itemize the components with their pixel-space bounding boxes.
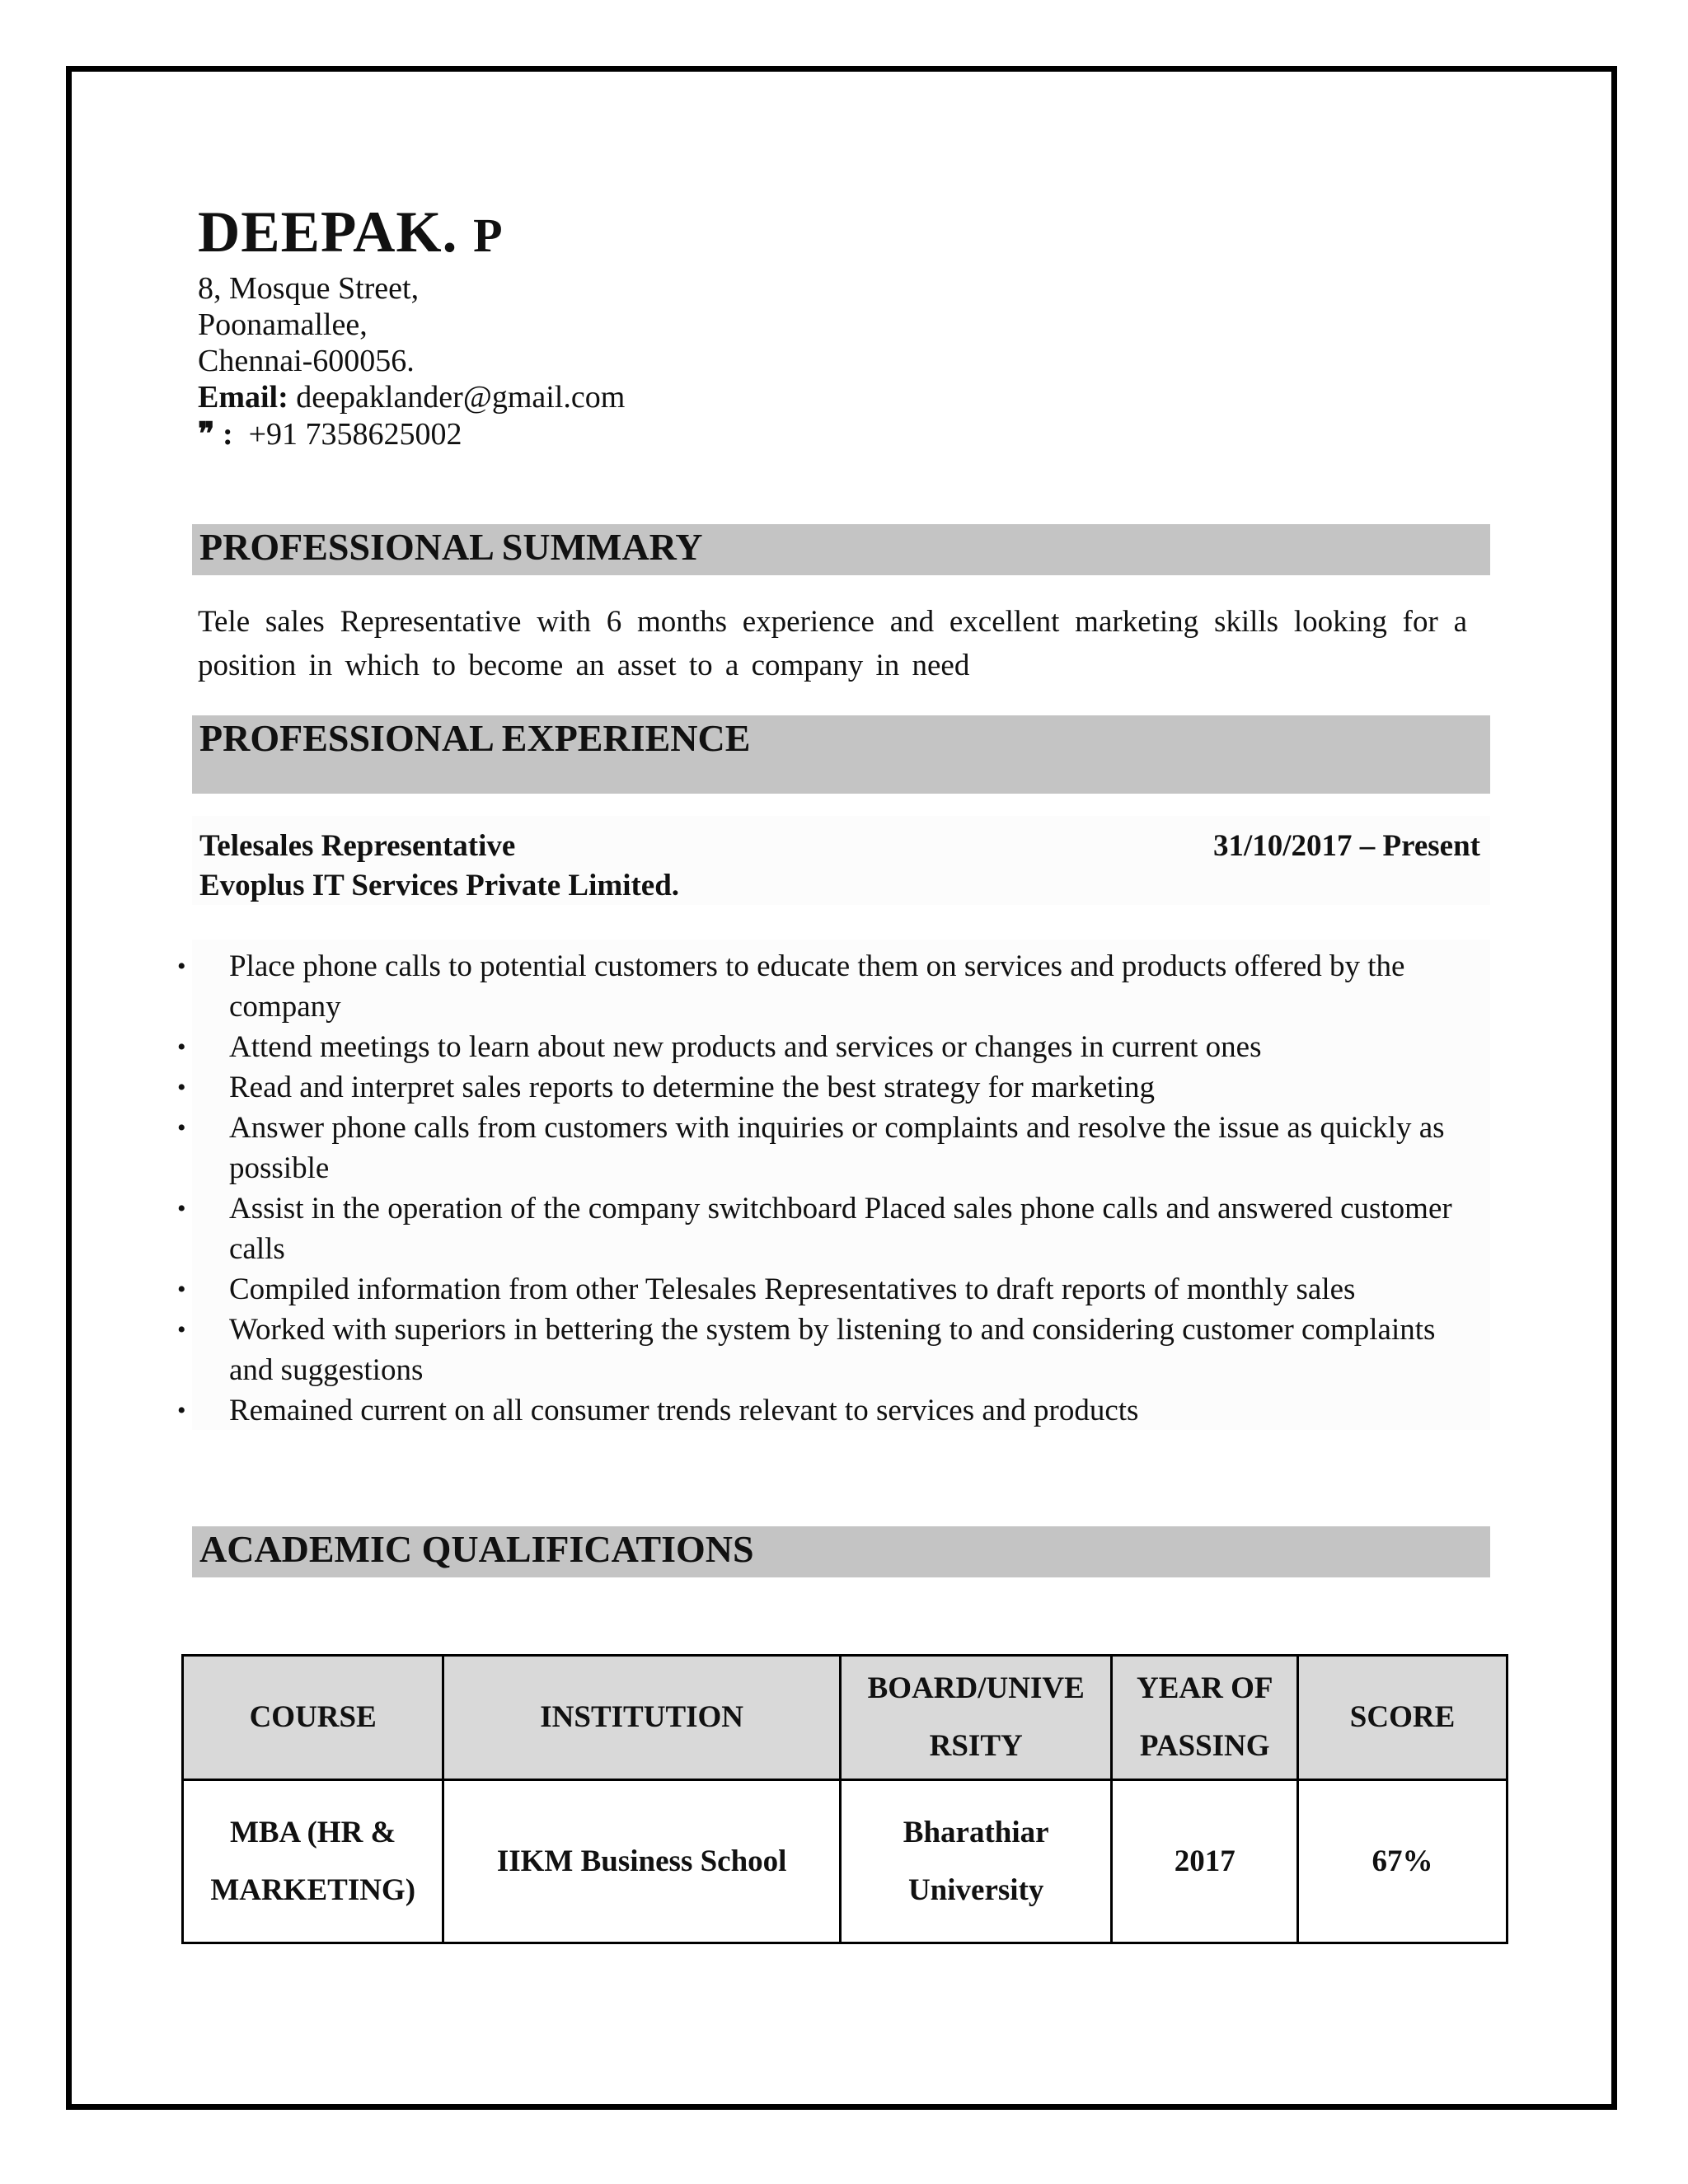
column-header-year: YEAR OF PASSING xyxy=(1112,1656,1298,1780)
address-line-2: Poonamallee, xyxy=(198,307,368,342)
cell-institution: IIKM Business School xyxy=(443,1780,841,1943)
list-item: • Compiled information from other Telesales Representatives to draft reports of monthly sales xyxy=(177,1269,1471,1310)
academics-heading: ACADEMIC QUALIFICATIONS xyxy=(199,1528,754,1570)
phone-separator: : xyxy=(222,417,233,452)
list-item: • Answer phone calls from customers with inquiries or complaints and resolve the issue as quickly as possible xyxy=(177,1108,1471,1188)
summary-heading: PROFESSIONAL SUMMARY xyxy=(199,526,703,568)
company-name: Evoplus IT Services Private Limited. xyxy=(199,869,680,902)
phone-line xyxy=(198,416,462,452)
table-header-row xyxy=(183,1656,1507,1780)
bullet-icon: • xyxy=(177,1316,186,1343)
list-item: • Read and interpret sales reports to determine the best strategy for marketing xyxy=(177,1067,1471,1108)
address-line-3: Chennai-600056. xyxy=(198,344,415,378)
bullet-icon: • xyxy=(177,1195,186,1222)
bullet-icon: • xyxy=(177,953,186,980)
list-item: • Remained current on all consumer trends relevant to services and products xyxy=(177,1390,1471,1431)
table-row xyxy=(183,1780,1507,1943)
responsibilities-list xyxy=(177,946,1471,1431)
cell-year: 2017 xyxy=(1112,1780,1298,1943)
cell-board: Bharathiar University xyxy=(840,1780,1111,1943)
cell-course: MBA (HR & MARKETING) xyxy=(183,1780,443,1943)
column-header-institution: INSTITUTION xyxy=(443,1656,841,1780)
candidate-name: DEEPAK. P xyxy=(198,200,504,265)
email-address: deepaklander@gmail.com xyxy=(296,380,626,415)
cell-score: 67% xyxy=(1298,1780,1507,1943)
bullet-icon: • xyxy=(177,1033,186,1061)
column-header-course: COURSE xyxy=(183,1656,443,1780)
list-item: • Attend meetings to learn about new products and services or changes in current ones xyxy=(177,1027,1471,1067)
bullet-icon: • xyxy=(177,1397,186,1424)
job-dates: 31/10/2017 – Present xyxy=(1212,829,1480,863)
list-item: • Place phone calls to potential customers to educate them on services and products offered by the company xyxy=(177,946,1471,1027)
bullet-icon: • xyxy=(177,1276,186,1303)
summary-text: Tele sales Representative with 6 months experience and excellent marketing skills looking for a position in which to become an asset to a company in need xyxy=(198,605,1467,682)
email-line xyxy=(198,379,625,415)
phone-number: +91 7358625002 xyxy=(248,417,462,452)
bullet-icon: • xyxy=(177,1074,186,1101)
job-title: Telesales Representative xyxy=(199,829,516,863)
email-label: Email: xyxy=(198,380,288,415)
column-header-board: BOARD/UNIVE RSITY xyxy=(840,1656,1111,1780)
list-item: • Assist in the operation of the company switchboard Placed sales phone calls and answered customer calls xyxy=(177,1188,1471,1269)
column-header-score: SCORE xyxy=(1298,1656,1507,1780)
qualifications-table xyxy=(181,1654,1508,1944)
list-item: • Worked with superiors in bettering the system by listening to and considering customer complaints and suggestions xyxy=(177,1310,1471,1390)
candidate-initial: P xyxy=(473,209,504,262)
address-line-1: 8, Mosque Street, xyxy=(198,271,420,306)
bullet-icon: • xyxy=(177,1114,186,1141)
phone-icon: ❞ xyxy=(198,417,215,452)
experience-heading: PROFESSIONAL EXPERIENCE xyxy=(199,717,751,759)
